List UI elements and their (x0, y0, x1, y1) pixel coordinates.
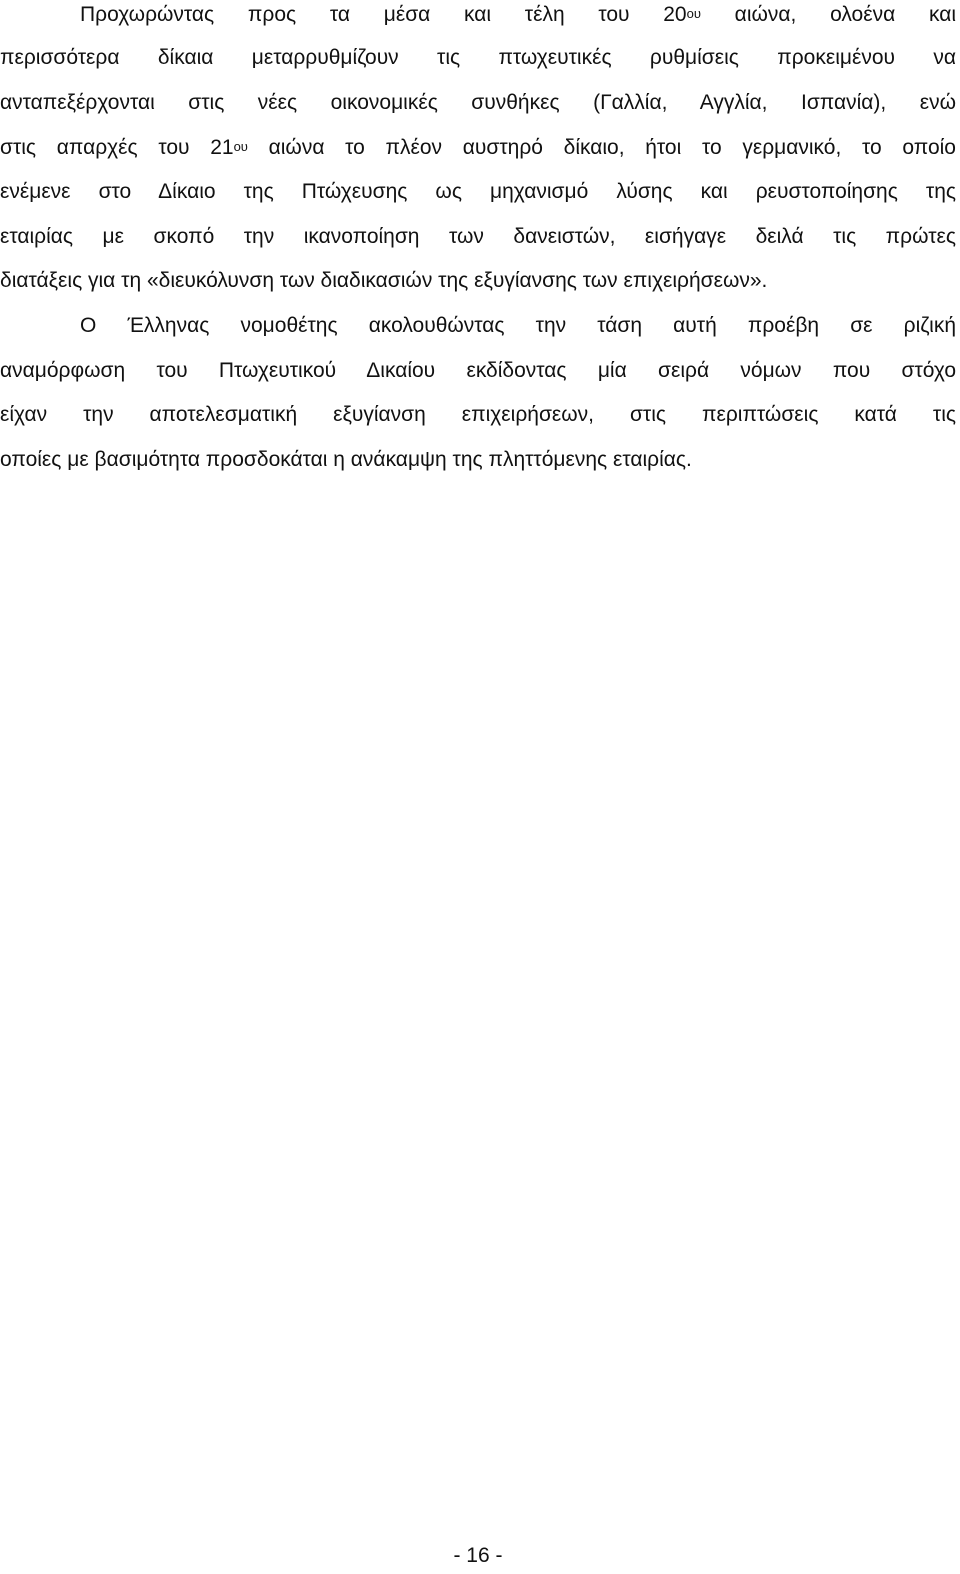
superscript: ου (233, 139, 248, 154)
paragraph-2-line-1: Ο Έλληνας νομοθέτης ακολουθώντας την τάση αυτή προέβη σε ριζική (80, 314, 956, 337)
page-number: - 16 - (453, 1544, 503, 1567)
paragraph-1-line-7: διατάξεις για τη «διευκόλυνση των διαδικασιών της εξυγίανσης των επιχειρήσεων». (0, 269, 768, 292)
text-run: αιώνα το πλέον αυστηρό δίκαιο, ήτοι το γερμανικό, το οποίο (247, 136, 956, 159)
paragraph-2-line-4: οποίες με βασιμότητα προσδοκάται η ανάκαμψη της πληττόμενης εταιρίας. (0, 448, 692, 471)
text-run: αιώνα, ολοένα και (700, 3, 956, 26)
paragraph-1-line-1 (0, 1, 956, 29)
paragraph-1-line-4 (0, 134, 956, 162)
paragraph-1-line-5: ενέμενε στο Δίκαιο της Πτώχευσης ως μηχανισμό λύσης και ρευστοποίησης της (0, 180, 956, 203)
text-run: Προχωρώντας προς τα μέσα και τέλη του 20 (80, 3, 687, 26)
paragraph-1-line-2: περισσότερα δίκαια μεταρρυθμίζουν τις πτωχευτικές ρυθμίσεις προκειμένου να (0, 46, 956, 69)
text-run: στις απαρχές του 21 (0, 136, 234, 159)
superscript: ου (686, 6, 701, 21)
paragraph-2-line-2: αναμόρφωση του Πτωχευτικού Δικαίου εκδίδοντας μία σειρά νόμων που στόχο (0, 359, 956, 382)
paragraph-1-line-6: εταιρίας με σκοπό την ικανοποίηση των δανειστών, εισήγαγε δειλά τις πρώτες (0, 225, 956, 248)
paragraph-2-line-3: είχαν την αποτελεσματική εξυγίανση επιχειρήσεων, στις περιπτώσεις κατά τις (0, 403, 956, 426)
paragraph-1-line-3: ανταπεξέρχονται στις νέες οικονομικές συνθήκες (Γαλλία, Αγγλία, Ισπανία), ενώ (0, 91, 956, 114)
